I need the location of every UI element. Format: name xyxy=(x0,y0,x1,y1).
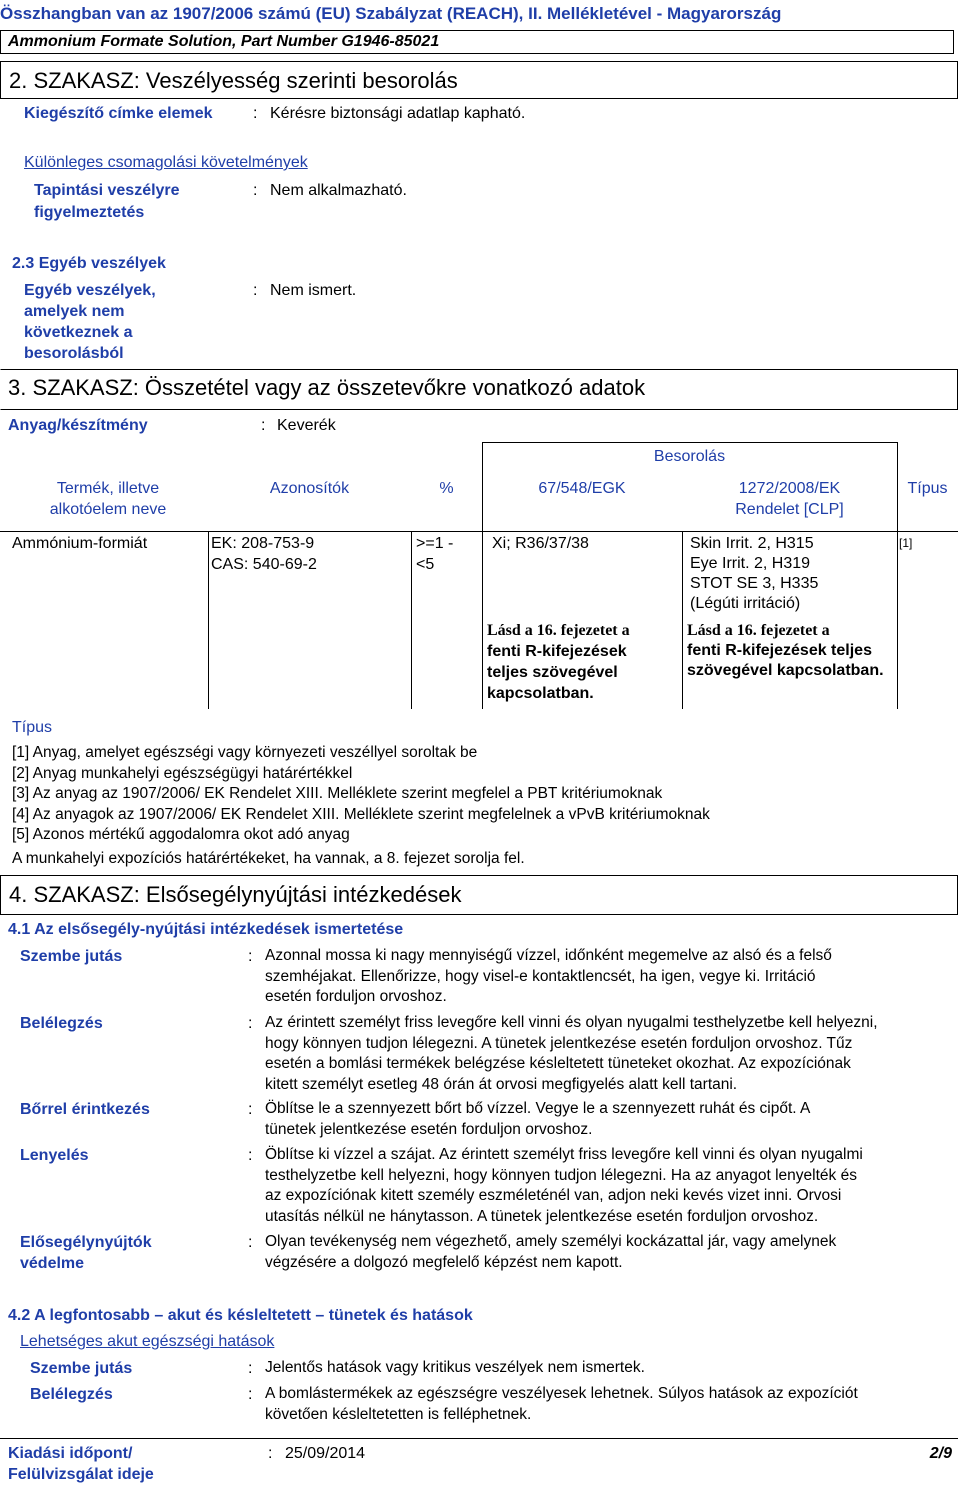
colon: : xyxy=(248,948,253,965)
acute-text-inhalation xyxy=(265,1384,858,1425)
row-pct-2: <5 xyxy=(416,556,435,573)
type-note: [3] Az anyag az 1907/2006/ EK Rendelet XIII. Melléklete szerint megfelel a PBT kritériumoknak xyxy=(12,785,663,802)
table-rule xyxy=(411,531,412,709)
footer-label-2: Felülvizsgálat ideje xyxy=(8,1466,154,1483)
section2-title-box xyxy=(0,61,958,99)
table-rule xyxy=(482,442,897,443)
other-hazards-heading: 2.3 Egyéb veszélyek xyxy=(12,255,166,272)
clp-note-clip-2 xyxy=(685,660,884,684)
row-clp-2: Eye Irrit. 2, H319 xyxy=(690,555,811,572)
tactile-label-2: figyelmeztetés xyxy=(34,204,145,221)
col-type: Típus xyxy=(907,480,948,497)
row-clp-1: Skin Irrit. 2, H315 xyxy=(690,535,814,552)
text-line: Öblítse le a szennyezett bőrt bő vízzel. Vegye le a szennyezett ruhát és cipőt. A xyxy=(265,1100,811,1117)
text-line: tünetek jelentkezése esetén forduljon orvoshoz. xyxy=(265,1120,593,1138)
eec-note-3: teljes szövegével xyxy=(487,664,618,681)
col-eec: 67/548/EGK xyxy=(538,480,626,497)
text-line: esetén a bomlási termékek belégzése késleltetett tüneteket okozhat. Az expozíciónak xyxy=(265,1055,851,1072)
eec-note-4: kapcsolatban. xyxy=(487,685,594,702)
text-line: szemhéjakat. Ellenőrizze, hogy visel-e kontaktlencsét, ha igen, vegye ki. Irritáció xyxy=(265,967,816,985)
col-clp-1: 1272/2008/EK xyxy=(738,480,841,497)
row-pct-1: >=1 - xyxy=(416,535,454,552)
clp-note-3: szövegével kapcsolatban. xyxy=(687,662,884,679)
fa-text-skin xyxy=(265,1099,810,1140)
section4-title-box xyxy=(0,875,958,915)
text-line: végzésére a dolgozó megfelelő képzést nem kapott. xyxy=(265,1253,623,1271)
text-line: esetén forduljon orvoshoz. xyxy=(265,988,447,1005)
type-note: [1] Anyag, amelyet egészségi vagy környezeti veszéllyel soroltak be xyxy=(12,744,478,761)
text-line: utasítás nélkül ne hánytasson. A tünetek jelentkezése esetén forduljon orvoshoz. xyxy=(265,1207,819,1225)
colon: : xyxy=(253,105,258,122)
row-clp-4: (Légúti irritáció) xyxy=(690,595,801,612)
col-ids: Azonosítók xyxy=(269,480,350,497)
table-rule xyxy=(897,531,898,709)
colon: : xyxy=(248,1015,253,1032)
row-clp-3: STOT SE 3, H335 xyxy=(690,575,819,592)
page-number: 2/9 xyxy=(929,1445,952,1462)
other-label-3: következnek a xyxy=(24,324,133,341)
classification-header: Besorolás xyxy=(653,448,726,465)
acute-heading: Lehetséges akut egészségi hatások xyxy=(20,1333,275,1350)
row-type: [1] xyxy=(899,536,913,550)
other-label-1: Egyéb veszélyek, xyxy=(24,282,156,299)
row-eec: Xi; R36/37/38 xyxy=(492,535,589,552)
colon: : xyxy=(248,1386,253,1403)
special-packaging-heading: Különleges csomagolási követelmények xyxy=(24,154,308,171)
col-pct: % xyxy=(439,480,454,497)
eec-note-2: fenti R-kifejezések xyxy=(487,643,627,660)
eec-note-1: Lásd a 16. fejezetet a xyxy=(487,622,630,639)
row-id-cas: CAS: 540-69-2 xyxy=(211,556,317,573)
section3-title: 3. SZAKASZ: Összetétel vagy az összetevőkre vonatkozó adatok xyxy=(8,375,646,400)
regulation-header: Összhangban van az 1907/2006 számú (EU) Szabályzat (REACH), II. Mellékletével - Magyarország xyxy=(0,4,782,23)
substance-value: Keverék xyxy=(277,417,336,434)
sub42-heading: 4.2 A legfontosabb – akut és késleltetett – tünetek és hatások xyxy=(8,1307,473,1324)
colon: : xyxy=(268,1445,273,1462)
section3-frame xyxy=(0,369,958,410)
colon: : xyxy=(248,1101,253,1118)
tactile-label-1: Tapintási veszélyre xyxy=(34,182,180,199)
exposure-note: A munkahelyi expozíciós határértékeket, ha vannak, a 8. fejezet sorolja fel. xyxy=(12,850,525,867)
supplementary-value: Kérésre biztonsági adatlap kapható. xyxy=(270,105,526,122)
other-label-4: besorolásból xyxy=(24,345,124,362)
other-value: Nem ismert. xyxy=(270,282,357,299)
row-name: Ammónium-formiát xyxy=(12,535,148,552)
acute-label-eye: Szembe jutás xyxy=(30,1360,133,1377)
text-line: testhelyzetbe kell helyezni, hogy könnyen tudjon lélegezni. Ha az anyagot lenyelték és xyxy=(265,1166,857,1184)
table-rule xyxy=(0,531,958,532)
product-name: Ammonium Formate Solution, Part Number G1946-85021 xyxy=(8,33,440,50)
colon: : xyxy=(248,1234,253,1251)
tactile-value: Nem alkalmazható. xyxy=(270,182,407,199)
row-id-ec: EK: 208-753-9 xyxy=(211,535,315,552)
text-line: A bomlástermékek az egészségre veszélyesek lehetnek. Súlyos hatások az expozíciót xyxy=(265,1385,858,1402)
footer-label-1: Kiadási időpont/ xyxy=(8,1445,133,1462)
col-name-1: Termék, illetve xyxy=(56,480,160,497)
sub41-heading: 4.1 Az elsősegély-nyújtási intézkedések ismertetése xyxy=(8,921,404,938)
acute-label-inhalation: Belélegzés xyxy=(30,1386,113,1403)
fa-label-ingestion: Lenyelés xyxy=(20,1147,89,1164)
type-note: [5] Azonos mértékű aggodalomra okot adó anyag xyxy=(12,826,350,843)
type-notes xyxy=(12,743,710,846)
product-header-box xyxy=(0,30,954,54)
colon: : xyxy=(261,417,266,434)
type-heading: Típus xyxy=(12,719,53,736)
fa-text-rescuers xyxy=(265,1232,836,1273)
substance-label: Anyag/készítmény xyxy=(8,417,148,434)
table-rule xyxy=(208,531,209,709)
text-line: Öblítse ki vízzel a szájat. Az érintett személyt friss levegőre kell vinni és olyan nyugalmi xyxy=(265,1146,863,1163)
footer-date: 25/09/2014 xyxy=(285,1445,366,1462)
fa-text-ingestion xyxy=(265,1145,863,1227)
fa-label-rescuers-2: védelme xyxy=(20,1255,85,1272)
text-line: Az érintett személyt friss levegőre kell vinni és olyan nyugalmi testhelyzetbe kell helyezni, xyxy=(265,1014,878,1031)
colon: : xyxy=(248,1147,253,1164)
fa-label-skin: Bőrrel érintkezés xyxy=(20,1101,150,1118)
col-name-2: alkotóelem neve xyxy=(49,501,167,518)
text-line: hogy könnyen tudjon lélegezni. A tünetek jelentkezése esetén forduljon orvoshoz. Tűz xyxy=(265,1034,853,1052)
fa-text-inhalation xyxy=(265,1013,878,1095)
fa-label-eye: Szembe jutás xyxy=(20,948,123,965)
text-line: Olyan tevékenység nem végezhető, amely személyi kockázattal jár, vagy amelynek xyxy=(265,1233,837,1250)
fa-label-inhalation: Belélegzés xyxy=(20,1015,103,1032)
col-clp-2: Rendelet [CLP] xyxy=(735,501,844,518)
type-note: [2] Anyag munkahelyi egészségügyi határértékkel xyxy=(12,764,353,782)
table-rule xyxy=(682,531,683,709)
section2-title: 2. SZAKASZ: Veszélyesség szerinti besorolás xyxy=(9,68,458,93)
footer-rule xyxy=(0,1438,958,1439)
type-note: [4] Az anyagok az 1907/2006/ EK Rendelet XIII. Melléklete szerint megfelelnek a vPvB kritériumoknak xyxy=(12,805,710,823)
supplementary-label: Kiegészítő címke elemek xyxy=(24,105,213,122)
other-label-2: amelyek nem xyxy=(24,303,125,320)
text-line: kitett személyt esetleg 48 órán át orvosi megfigyelés alatt kell tartani. xyxy=(265,1075,738,1093)
text-line: követően késleltetetten is felléphetnek. xyxy=(265,1405,532,1423)
section4-title: 4. SZAKASZ: Elsősegélynyújtási intézkedések xyxy=(9,882,462,907)
table-rule xyxy=(482,531,483,709)
colon: : xyxy=(253,182,258,199)
text-line: Azonnal mossa ki nagy mennyiségű vízzel, időnként megemelve az alsó és a felső xyxy=(265,947,832,964)
text-line: az expozíciónak kitett személy eszméleténél van, adjon neki kevés vizet inni. Orvosi xyxy=(265,1187,842,1204)
clp-note-2: fenti R-kifejezések teljes xyxy=(687,642,872,659)
fa-label-rescuers-1: Elősegélynyújtók xyxy=(20,1234,152,1251)
colon: : xyxy=(253,282,258,299)
colon: : xyxy=(248,1360,253,1377)
fa-text-eye xyxy=(265,946,832,1008)
acute-text-eye: Jelentős hatások vagy kritikus veszélyek nem ismertek. xyxy=(265,1359,645,1376)
clp-note-1: Lásd a 16. fejezetet a xyxy=(687,622,830,639)
